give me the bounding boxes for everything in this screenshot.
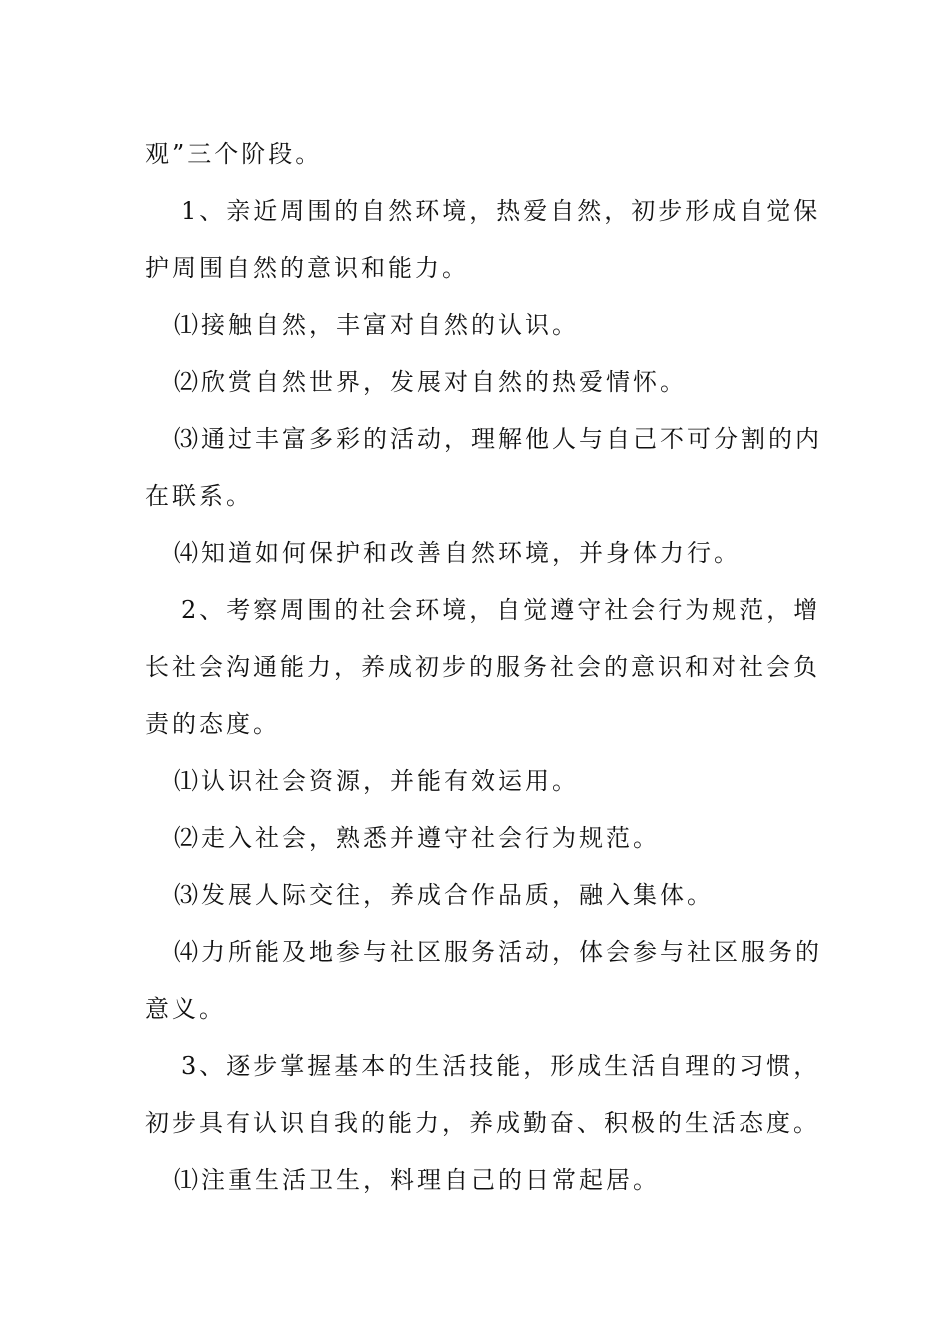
list-item: ⑷力所能及地参与社区服务活动，体会参与社区服务的 <box>174 938 822 966</box>
list-item: ⑷知道如何保护和改善自然环境，并身体力行。 <box>174 539 741 567</box>
list-item: ⑴接触自然，丰富对自然的认识。 <box>174 311 579 339</box>
list-item: ⑶发展人际交往，养成合作品质，融入集体。 <box>174 881 714 909</box>
text-line: 责的态度。 <box>145 710 280 738</box>
text-line: 护周围自然的意识和能力。 <box>145 254 469 282</box>
section-heading-1: 1、亲近周围的自然环境，热爱自然，初步形成自觉保 <box>181 197 821 225</box>
text-line: 长社会沟通能力，养成初步的服务社会的意识和对社会负 <box>145 653 820 681</box>
text-line: 意义。 <box>145 995 226 1023</box>
section-heading-3: 3、逐步掌握基本的生活技能，形成生活自理的习惯， <box>181 1052 821 1080</box>
list-item: ⑵欣赏自然世界，发展对自然的热爱情怀。 <box>174 368 687 396</box>
section-heading-2: 2、考察周围的社会环境，自觉遵守社会行为规范，增 <box>181 596 821 624</box>
text-line: 在联系。 <box>145 482 253 510</box>
text-line: 初步具有认识自我的能力，养成勤奋、积极的生活态度。 <box>145 1109 820 1137</box>
list-item: ⑴认识社会资源，并能有效运用。 <box>174 767 579 795</box>
list-item: ⑵走入社会，熟悉并遵守社会行为规范。 <box>174 824 660 852</box>
text-line: 观”三个阶段。 <box>145 140 323 168</box>
document-body <box>145 126 822 1209</box>
list-item: ⑶通过丰富多彩的活动，理解他人与自己不可分割的内 <box>174 425 822 453</box>
list-item: ⑴注重生活卫生，料理自己的日常起居。 <box>174 1166 660 1194</box>
